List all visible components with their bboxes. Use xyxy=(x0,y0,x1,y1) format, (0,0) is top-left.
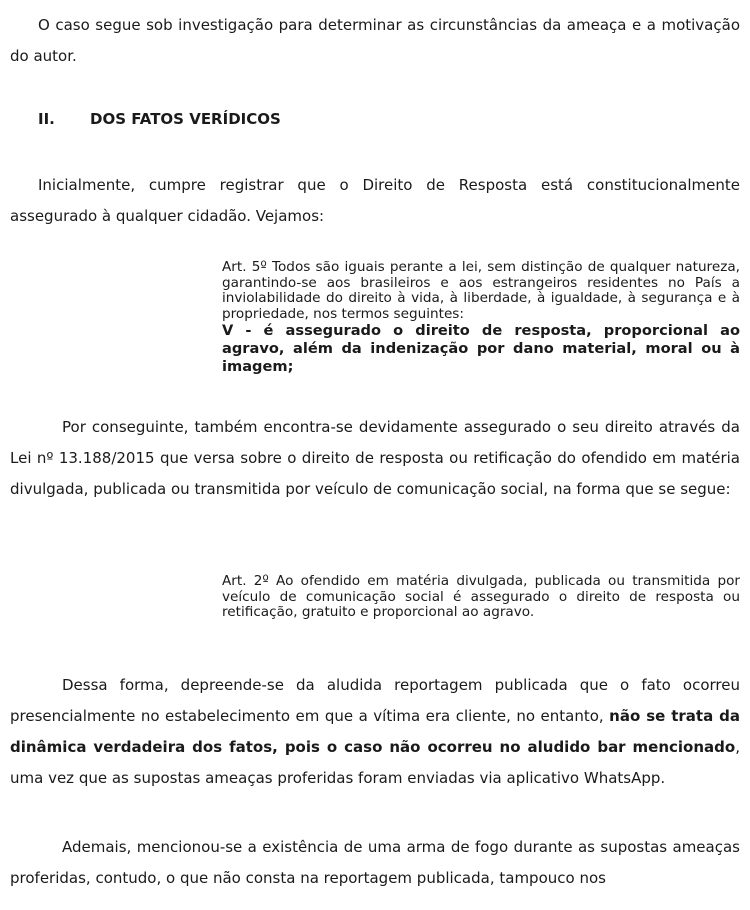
section-heading xyxy=(38,104,281,135)
paragraph-conseguinte: Por conseguinte, também encontra-se devidamente assegurado o seu direito através da Lei nº 13.188/2015 que versa sobre o direito de resposta ou retificação do ofendido em matéria divulgada, publicada ou transmitida por veículo de comunicação social, na forma que se segue: xyxy=(10,418,740,498)
dessa-forma-text-end: , uma vez que as supostas ameaças proferidas foram enviadas via aplicativo WhatsApp. xyxy=(10,738,740,787)
quote-art5 xyxy=(222,260,740,376)
dessa-forma-bold: não se trata da dinâmica verdadeira dos fatos, pois o caso não ocorreu no aludido bar mencionado xyxy=(10,707,740,756)
section-title: DOS FATOS VERÍDICOS xyxy=(90,110,281,128)
quote-art5-bold: V - é assegurado o direito de resposta, proporcional ao agravo, além da indenização por dano material, moral ou à imagem; xyxy=(222,322,740,375)
quote-art2 xyxy=(222,574,740,621)
paragraph-ademais: Ademais, mencionou-se a existência de uma arma de fogo durante as supostas ameaças proferidas, contudo, o que não consta na reportagem publicada, tampouco nos xyxy=(10,838,740,887)
quote-art2-text: Art. 2º Ao ofendido em matéria divulgada, publicada ou transmitida por veículo de comunicação social é assegurado o direito de resposta ou retificação, gratuito e proporcional ao agravo. xyxy=(222,573,740,620)
section-number: II. xyxy=(38,110,55,128)
intro-paragraph: O caso segue sob investigação para determinar as circunstâncias da ameaça e a motivação do autor. xyxy=(10,16,740,65)
paragraph-inicialmente: Inicialmente, cumpre registrar que o Direito de Resposta está constitucionalmente assegurado à qualquer cidadão. Vejamos: xyxy=(10,176,740,225)
dessa-forma-text: Dessa forma, depreende-se da aludida reportagem publicada que o fato ocorreu presencialmente no estabelecimento em que a vítima era cliente, no entanto, xyxy=(10,676,740,725)
paragraph-dessa-forma xyxy=(10,670,740,794)
quote-art5-text: Art. 5º Todos são iguais perante a lei, sem distinção de qualquer natureza, garantindo-se aos brasileiros e aos estrangeiros residentes no País a inviolabilidade do direito à vida, à liberdade, à igualdade, à segurança e à propriedade, nos termos seguintes: xyxy=(222,259,740,322)
